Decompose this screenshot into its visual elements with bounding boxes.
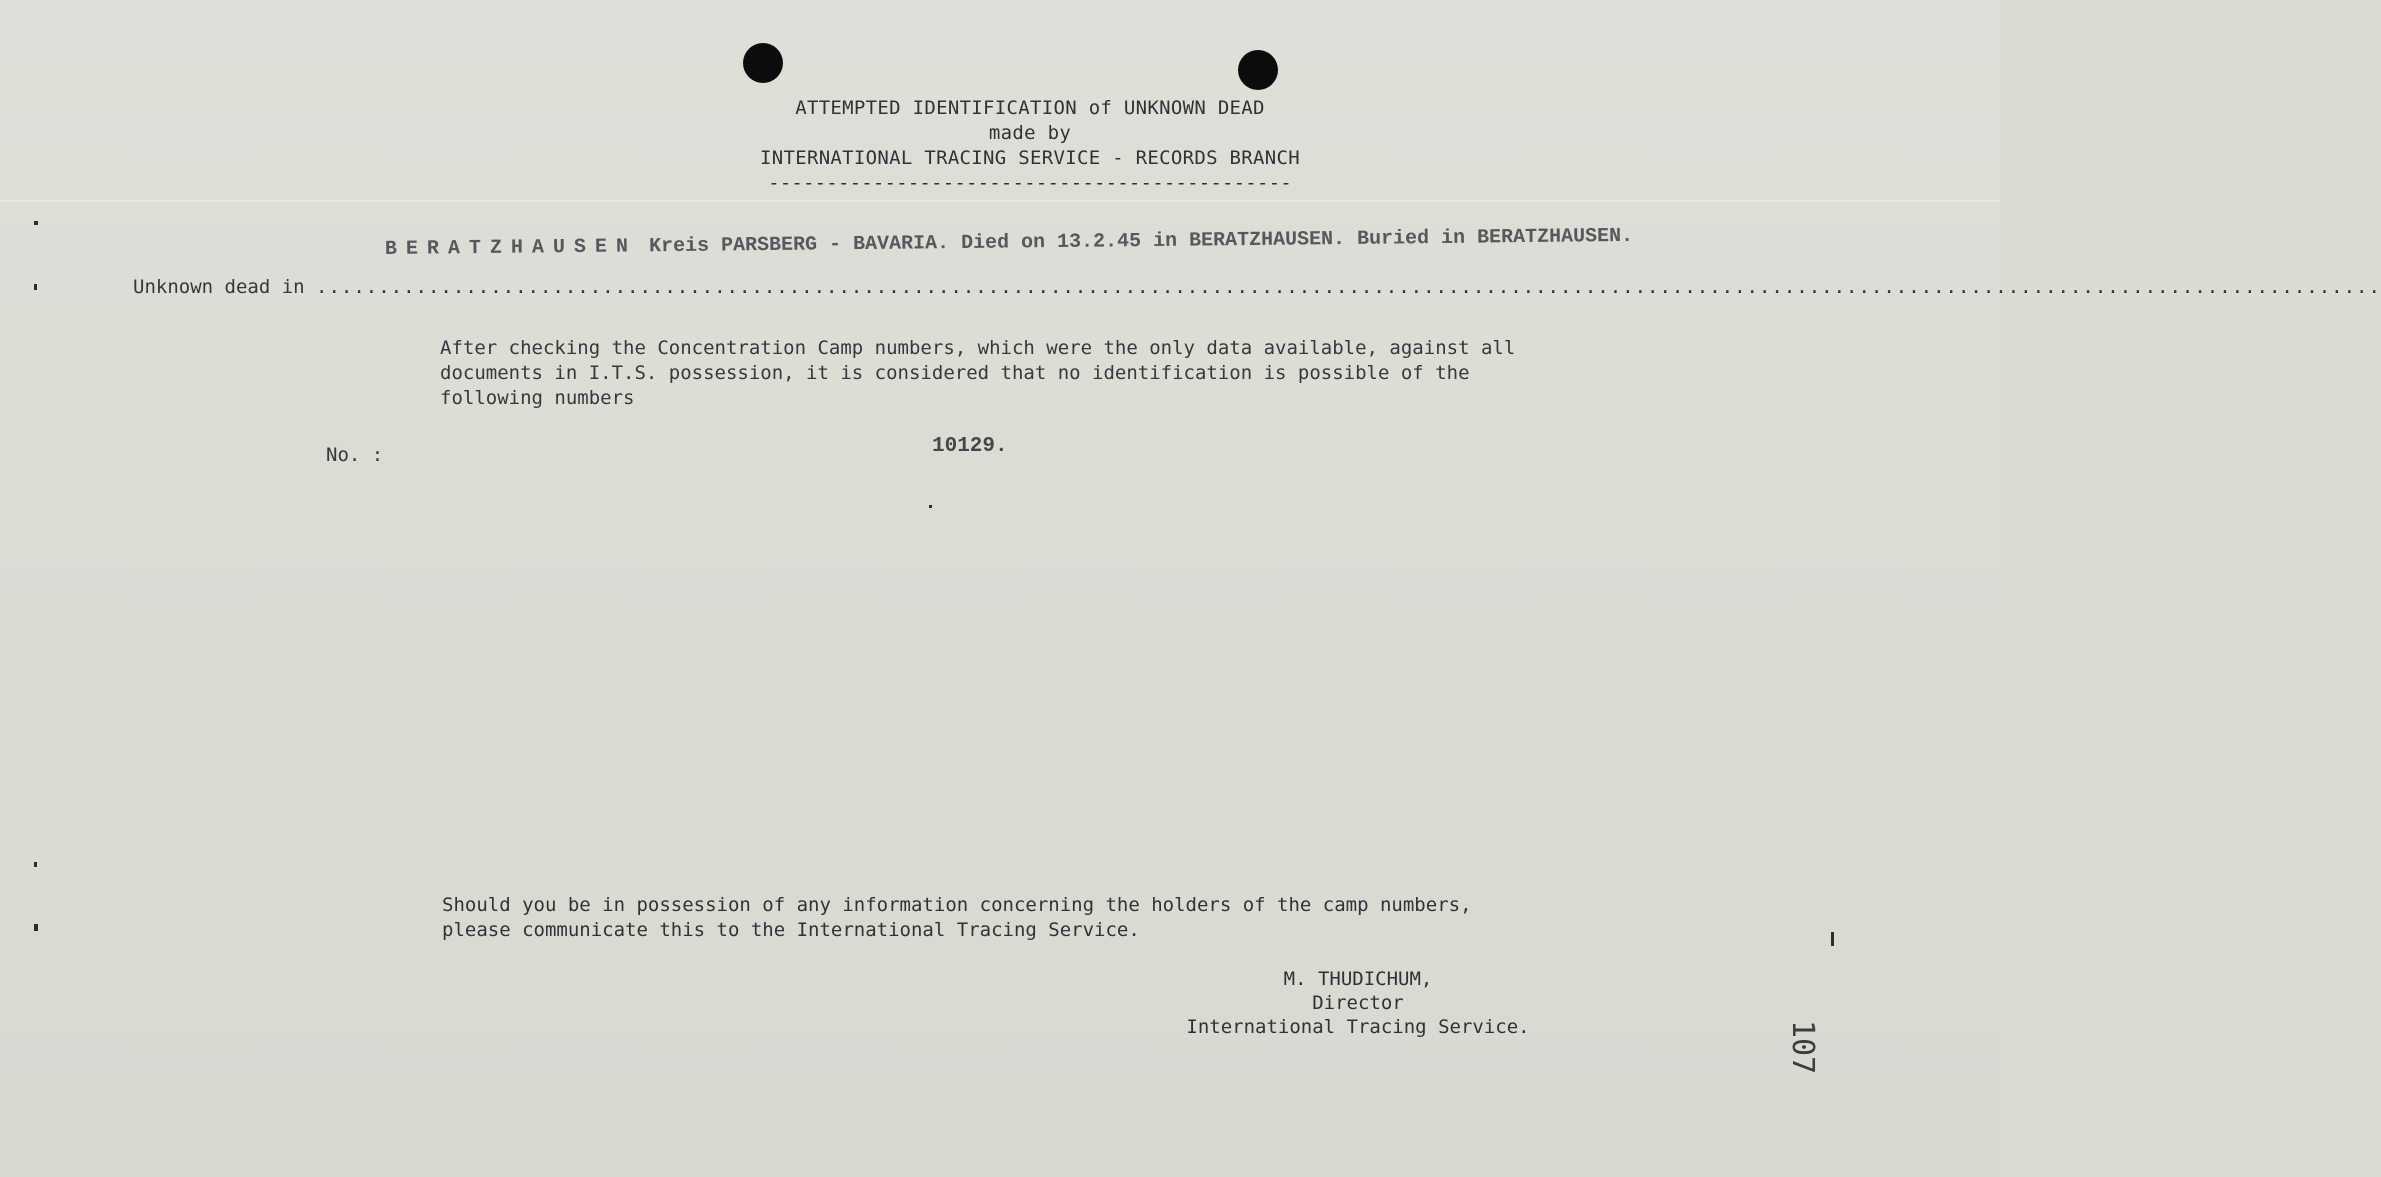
header-organization: INTERNATIONAL TRACING SERVICE - RECORDS BRANCH: [760, 147, 1300, 169]
unknown-dead-label: Unknown dead in: [133, 276, 305, 298]
punch-hole-left: [743, 43, 783, 83]
unknown-dead-dots: ......................................................................................................................................................................: [316, 276, 2381, 298]
header-made-by: made by: [988, 122, 1072, 144]
signature-block: [1148, 967, 1568, 1039]
footer-line-1: Should you be in possession of any information concerning the holders of the camp numbers,: [442, 894, 1472, 916]
body-paragraph: [440, 336, 1700, 411]
margin-mark: [34, 284, 37, 290]
location-detail: Kreis PARSBERG - BAVARIA. Died on 13.2.45 in BERATZHAUSEN. Buried in BERATZHAUSEN.: [648, 224, 1634, 259]
fold-line: [0, 200, 2000, 202]
signature-organization: International Tracing Service.: [1186, 1016, 1530, 1038]
unknown-dead-row: [133, 276, 2381, 298]
location-place: BERATZHAUSEN: [384, 235, 638, 261]
footer-line-2: please communicate this to the International Tracing Service.: [442, 919, 1140, 941]
page-number: 107: [1785, 1020, 1820, 1075]
document-header: [700, 96, 1360, 196]
signature-name: M. THUDICHUM,: [1283, 968, 1433, 990]
punch-hole-right: [1238, 50, 1278, 90]
body-line-3: following numbers: [440, 387, 635, 409]
stray-dot: [929, 505, 932, 508]
margin-mark: [1831, 932, 1834, 946]
signature-title: Director: [1312, 992, 1404, 1014]
header-title: ATTEMPTED IDENTIFICATION of UNKNOWN DEAD: [795, 97, 1265, 119]
location-line: [385, 225, 1633, 261]
body-line-2: documents in I.T.S. possession, it is considered that no identification is possible of the: [440, 362, 1470, 384]
margin-mark: [34, 221, 38, 225]
footer-paragraph: [442, 893, 1642, 943]
number-label: No. :: [326, 444, 384, 466]
body-line-1: After checking the Concentration Camp numbers, which were the only data available, against all: [440, 337, 1516, 359]
header-underline: ---------------------------------------------: [768, 172, 1292, 194]
margin-mark: [34, 862, 37, 867]
margin-mark: [34, 924, 38, 931]
camp-number: 10129.: [932, 435, 1008, 458]
